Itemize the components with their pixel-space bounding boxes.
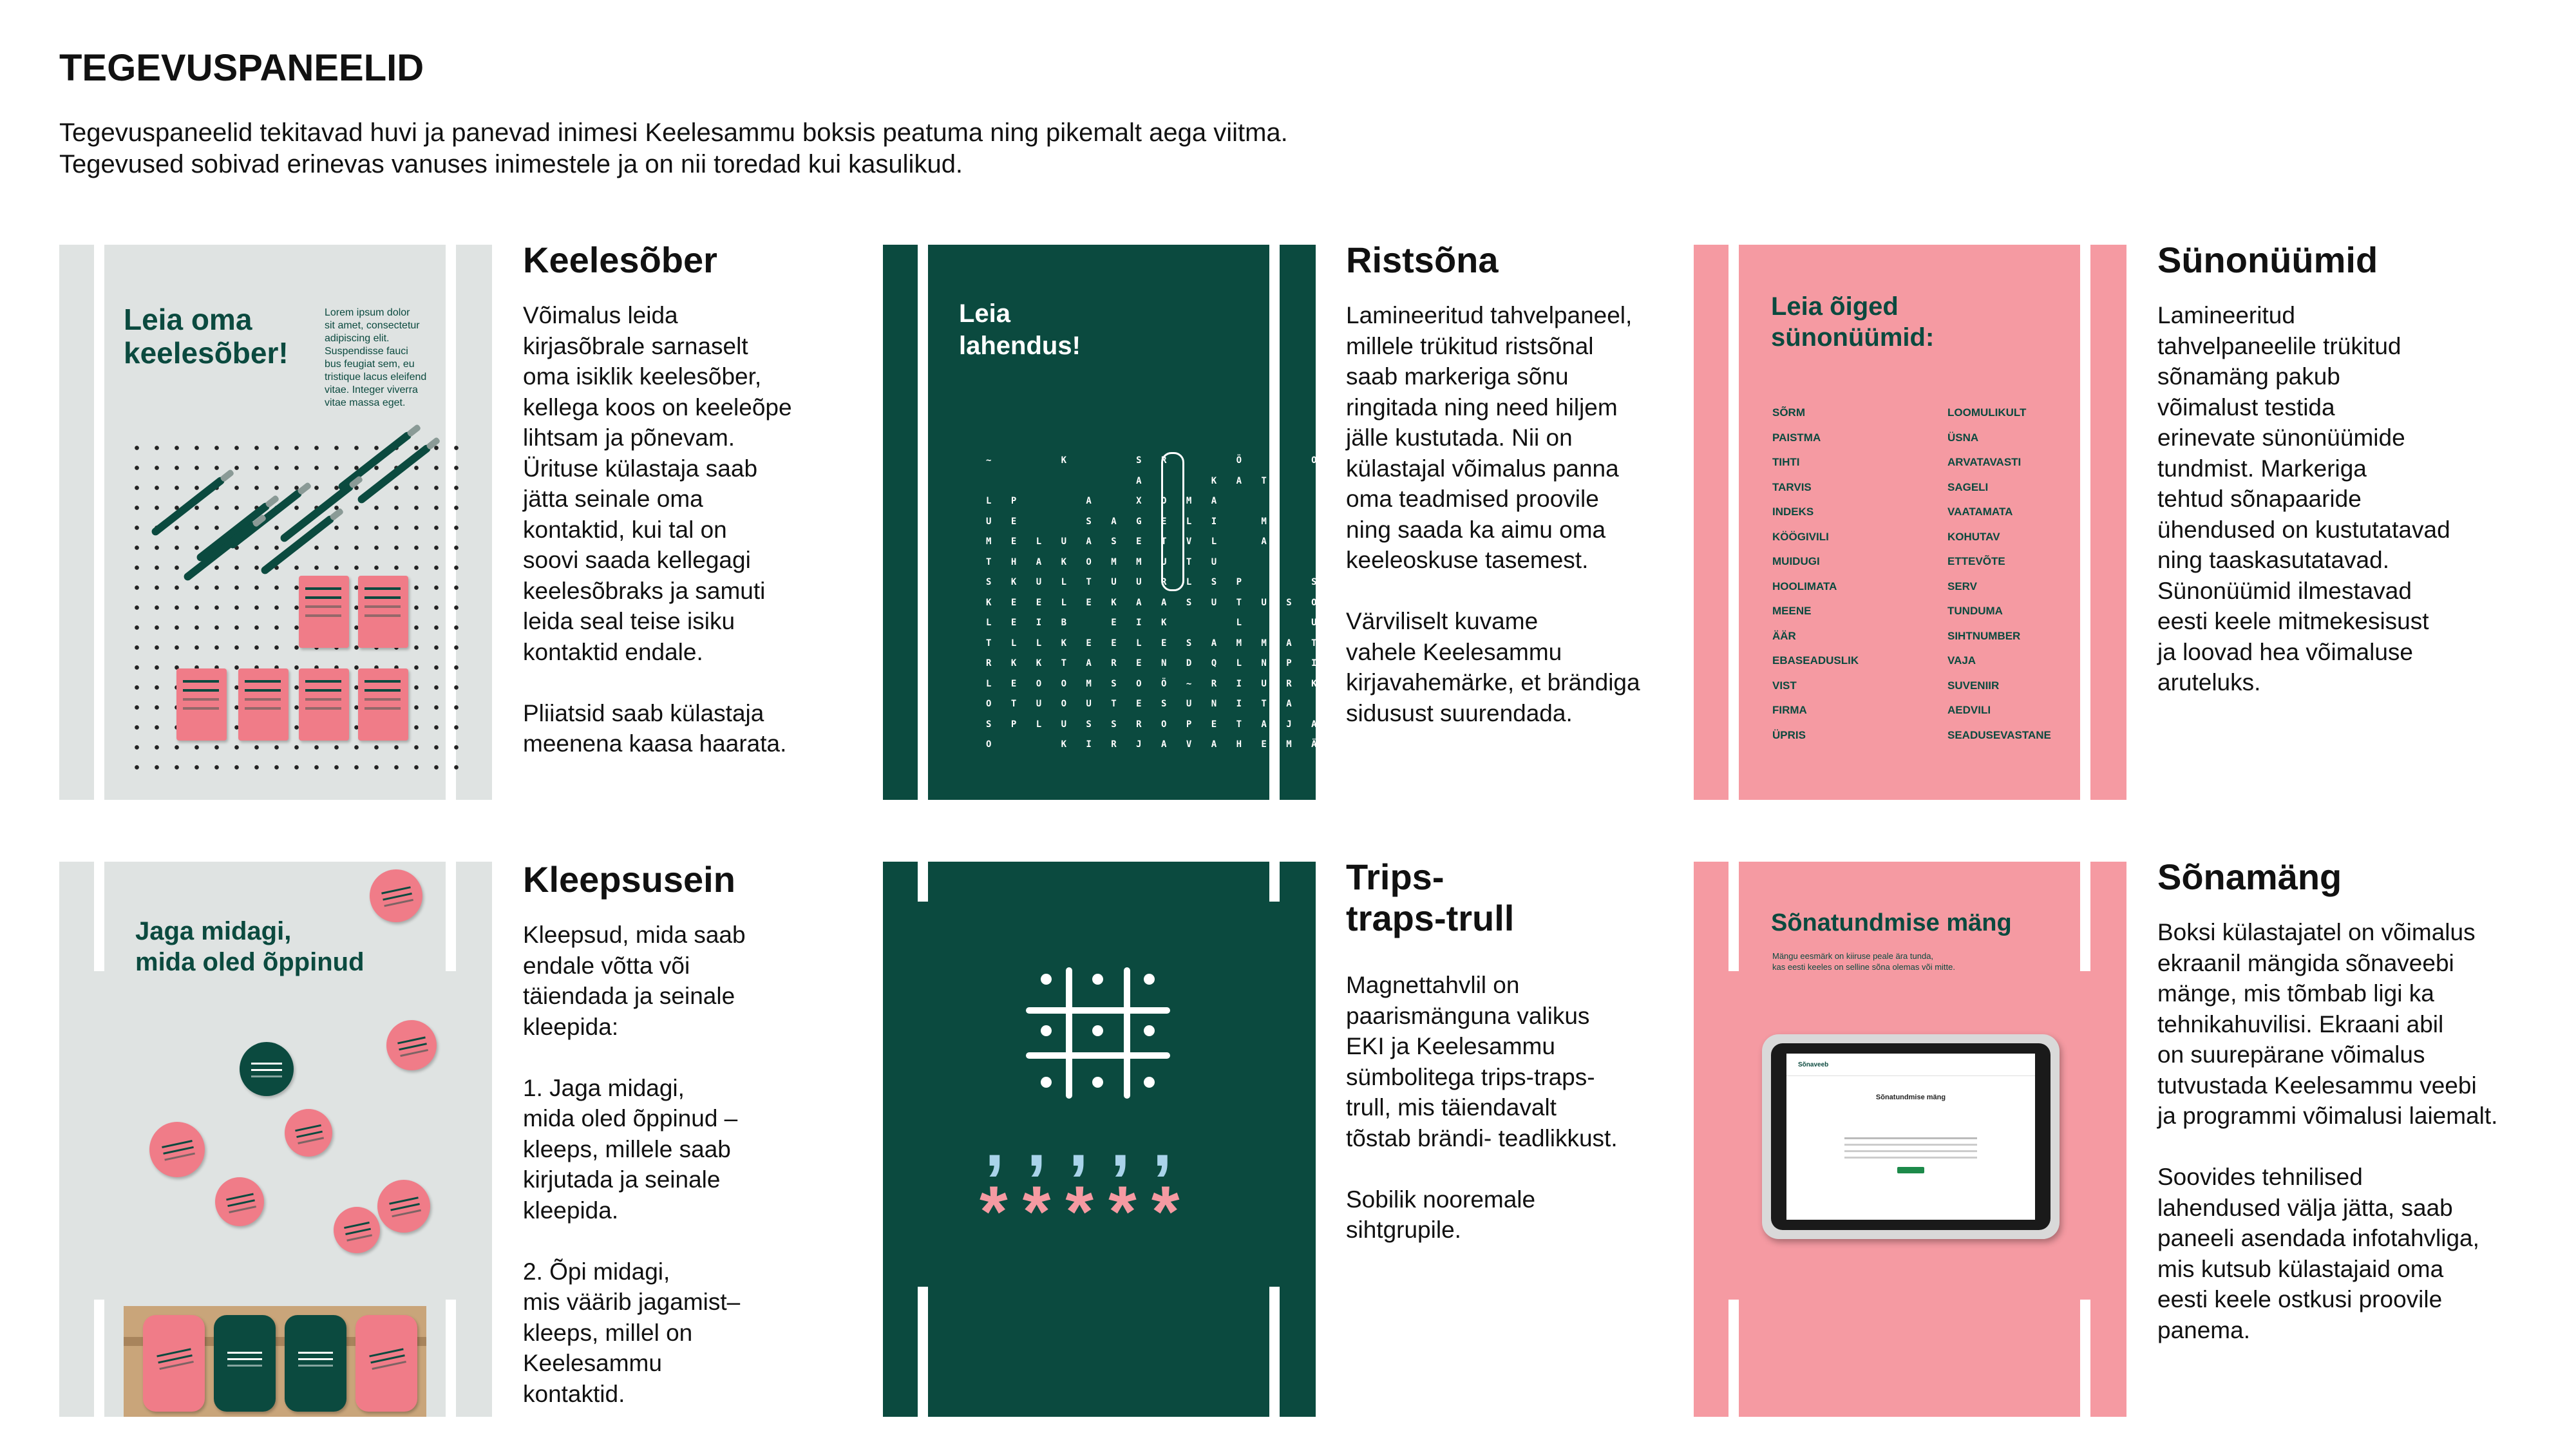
panel-title: Sõnatundmise mäng [1771,909,2012,936]
panel-stripe [94,862,104,971]
panel-stripe [1728,245,1739,800]
card-heading: Keelesõber [523,240,717,280]
sticker [149,1122,205,1177]
panel-title: Leia oma keelesõber! [124,303,289,370]
sticky-note [299,576,349,648]
panel-title: Jaga midagi, mida oled õppinud [135,917,365,976]
panel-stripe [94,1300,104,1417]
panel-word-game [1694,862,2126,1417]
synonym-list-left: SÕRM PAISTMA TIHTI TARVIS INDEKS KÖÖGIVILI MUIDUGI HOOLIMATA MEENE ÄÄR EBASEADUSLIK VIST FIRMA ÜPRIS [1772,406,1859,741]
screen-logo: Sõnaveeb [1798,1061,1829,1068]
card-body: Lamineeritud tahvelpaneel, millele trükitud ristsõnal saab markeriga sõnu ringitada ning need hiljem jälle kustutada. Nii on külastajal võimalus panna oma teadmised proovile ning saada ka aimu oma keeleoskuse tasemest. Värviliselt kuvame vahele Keelesammu kirjavahemärke, et brändiga sidusust suurendada. [1346,302,1640,726]
screen-text-lines [1844,1137,1977,1139]
page-title: TEGEVUSPANEELID [59,47,424,89]
panel-stripe [918,862,928,902]
panel-small-text: Lorem ipsum dolor sit amet, consectetur adipiscing elit. Suspendisse fauci bus feugiat sem, eu tristique lacus eleifend vitae. Integer viverra vitae massa eget. [325,307,427,408]
ttt-grid-line [1026,1052,1170,1059]
crossword-grid: ~ K S R Ö O U A K A T A P U L P A X O M A L A I K U E S A G E L I M I A M E L U A S E T V L A M I A T H A K O M M U T U A E S K U L T U U R L S P S R K E E L E K A A S U T U S O A B I L E I B E I K L U I T L L K E E L E S A M M A T K R K K T A R E N D Q L N P I L K L E O O M S O Ö ~ R I U R K U O T U O U T E S U N I T A A S P L U S S R O P E T A J A O K I R J A V A H E M Ä R K [986,455,1474,750]
ttt-grid-line [1066,967,1072,1099]
panel-synonyms [1694,245,2126,800]
ttt-grid-line [1026,1007,1170,1014]
sticker-keelesammu [240,1042,294,1096]
sticky-note [358,576,408,648]
panel-title: Leia õiged sünonüümid: [1771,292,1935,352]
sticker [370,869,422,922]
panel-keelesober [59,245,492,800]
tablet-screen [1786,1054,2035,1220]
star-pieces: * * * * * [980,1171,1177,1252]
panel-stripe [2080,1300,2090,1417]
panel-tic-tac-toe [883,862,1316,1417]
ttt-cell-dot [1092,974,1103,985]
panel-stripe [446,862,456,971]
panel-stripe [94,245,104,800]
screen-start-button[interactable] [1897,1167,1924,1173]
card-heading: Ristsõna [1346,240,1499,280]
card-heading: Trips- traps-trull [1346,857,1515,938]
panel-subtitle: Mängu eesmärk on kiiruse peale ära tunda, kas eesti keeles on selline sõna olemas või mitte. [1772,951,1955,972]
sticker [386,1020,437,1070]
card-heading: Kleepsusein [523,859,735,900]
panel-stripe [1728,862,1739,971]
synonym-list-right: LOOMULIKULT ÜSNA ARVATAVASTI SAGELI VAATAMATA KOHUTAV ETTEVÕTE SERV TUNDUMA SIHTNUMBER VAJA SUVENIIR AEDVILI SEADUSEVASTANE [1947,406,2051,741]
sticky-note [358,668,408,741]
ttt-cell-dot [1092,1077,1103,1088]
ttt-cell-dot [1144,974,1155,985]
sticker [215,1177,264,1226]
card-body: Lamineeritud tahvelpaneelile trükitud sõnamäng pakub võimalust testida erinevate sünonüümide tundmist. Markeriga tehtud sõnapaaride ühendused on kustutatavad ning taaskasutatavad. Sünonüümid ilmestavad eesti keele mitmekesisust ja loovad hea võimaluse aruteluks. [2157,302,2450,696]
card-heading: Sünonüümid [2157,240,2378,280]
screen-header-line [1786,1075,2035,1076]
circled-word-marker [1161,452,1184,591]
screen-title: Sõnatundmise mäng [1875,1094,1946,1101]
panel-stripe [918,245,928,800]
panel-stripe [1269,862,1280,902]
sticky-note [176,668,227,741]
ttt-cell-dot [1041,1025,1052,1036]
ttt-cell-dot [1092,1025,1103,1036]
intro-line-1: Tegevuspaneelid tekitavad huvi ja panevad inimesi Keelesammu boksis peatuma ning pikemalt aega viitma. [59,118,1288,147]
panel-stripe [446,1300,456,1417]
panel-stripe [2080,862,2090,971]
ttt-cell-dot [1041,1077,1052,1088]
sticker-roll [214,1315,276,1412]
sticker-roll-holder [124,1306,426,1417]
card-body: Boksi külastajatel on võimalus ekraanil mängida sõnaveebi mänge, mis tõmbab ligi ka tehnikahuvilisi. Ekraani abil on suurepärane võimalus tutvustada Keelesammu veebi ja programmi võimalusi laiemalt. Soovides tehnilised lahendused välja jätta, saab paneeli asendada infotahvliga, mis kutsub külastajaid oma eesti keele ostkusi proovile panema. [2157,919,2498,1343]
sticker-roll [143,1315,205,1412]
intro-line-2: Tegevused sobivad erinevas vanuses inimestele ja on nii toredad kui kasulikud. [59,150,963,178]
ttt-cell-dot [1041,974,1052,985]
sticker [285,1109,332,1157]
tablet-bezel [1771,1043,2050,1230]
sticker-roll [355,1315,417,1412]
panel-stripe [2080,245,2090,800]
panel-sticker-wall [59,862,492,1417]
page-intro [59,117,1476,180]
card-heading: Sõnamäng [2157,857,2342,897]
sticky-note [299,668,349,741]
ttt-grid-line [1124,967,1130,1099]
sticker-roll [285,1315,346,1412]
panel-title: Leia lahendus! [959,299,1081,360]
card-body: Magnettahvlil on paarismänguna valikus EKI ja Keelesammu sümbolitega trips-traps- trull, mis täiendavalt tõstab brändi- teadlikkust. Sobilik nooremale sihtgrupile. [1346,972,1618,1243]
panel-stripe [1269,1287,1280,1417]
tablet-device [1762,1034,2060,1239]
sticker [334,1207,380,1253]
comma-pieces: , , , , , [985,1102,1174,1181]
ttt-cell-dot [1144,1077,1155,1088]
card-body: Kleepsud, mida saab endale võtta või täiendada ja seinale kleepida: 1. Jaga midagi, mida oled õppinud – kleeps, millele saab kirjutada ja seinale kleepida. 2. Õpi midagi, mis väärib jagamist– kleeps, millel on Keelesammu kontaktid. [523,922,746,1407]
card-body: Võimalus leida kirjasõbrale sarnaselt oma isiklik keelesõber, kellega koos on keeleõpe lihtsam ja põnevam. Ürituse külastaja saab jätta seinale oma kontaktid, kui tal on soovi saada kellegagi keelesõbraks ja samuti leida seal teise isiku kontaktid endale. Pliiatsid saab külastaja meenena kaasa haarata. [523,302,792,757]
panel-stripe [1728,1300,1739,1417]
sticky-note [238,668,289,741]
panel-stripe [918,1287,928,1417]
ttt-cell-dot [1144,1025,1155,1036]
sticker [377,1180,430,1233]
